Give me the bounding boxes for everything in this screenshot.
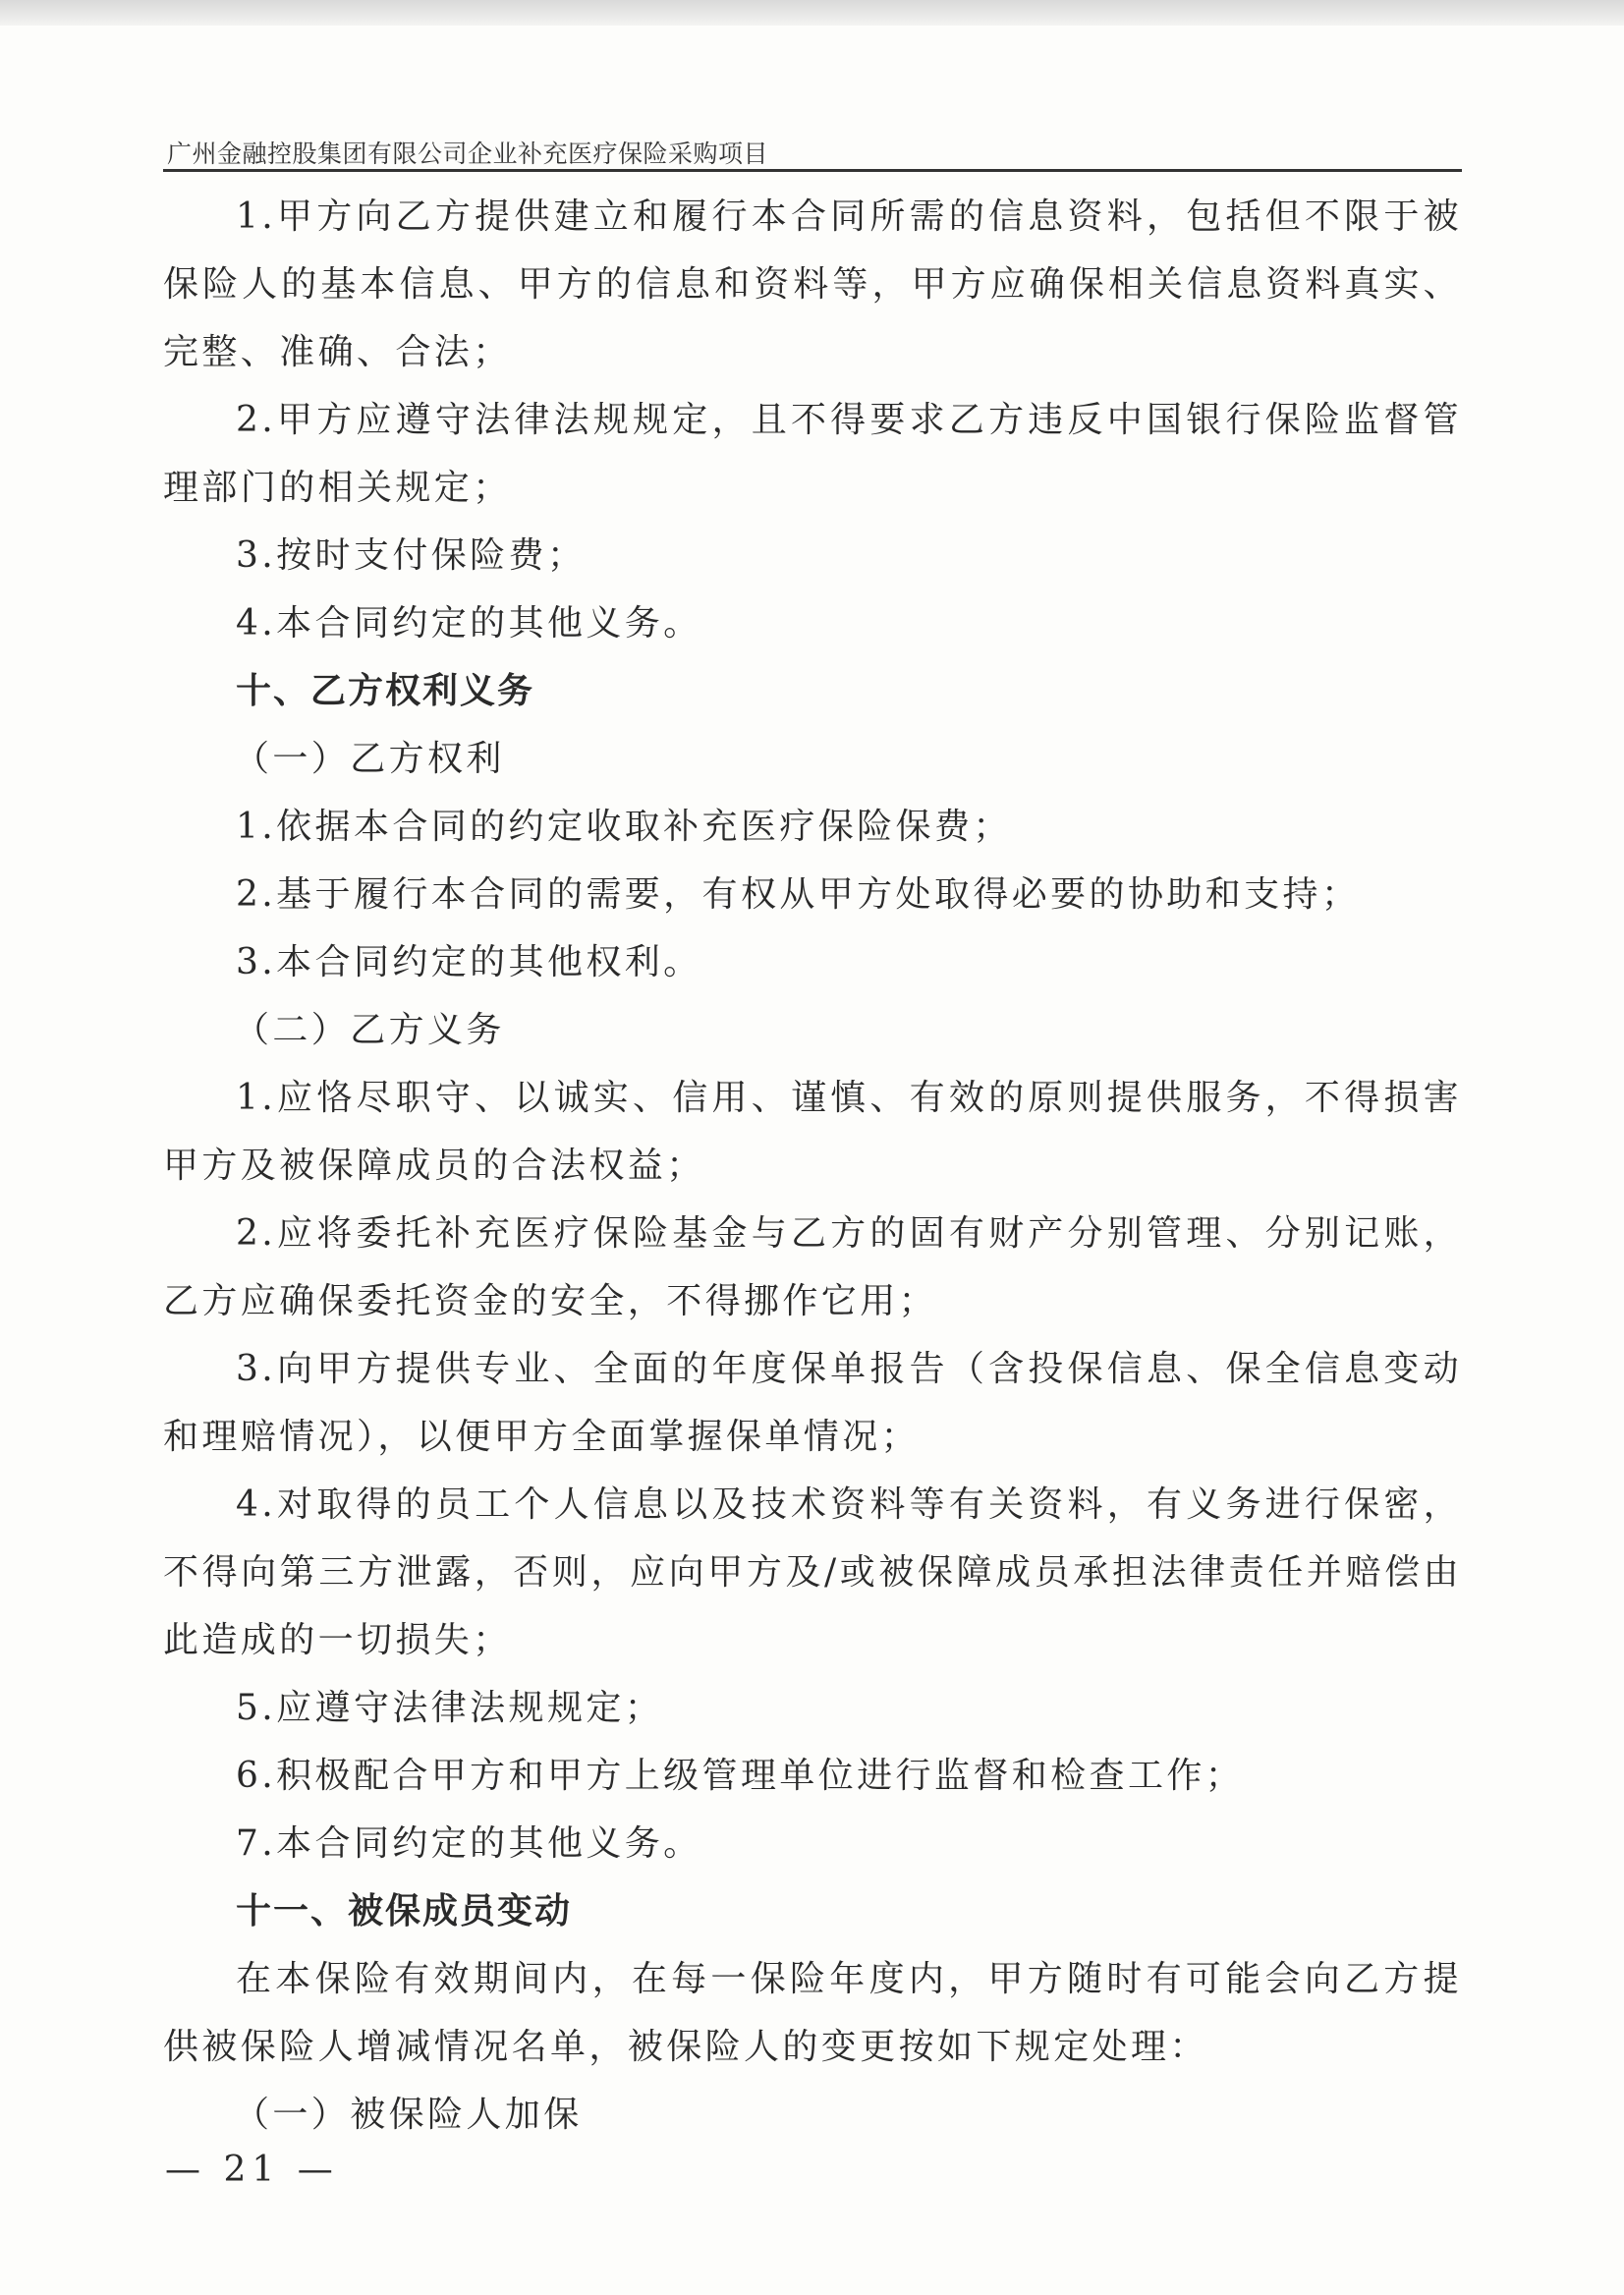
paragraph-obligation-5: 5.应遵守法律法规规定； [236, 1688, 664, 1728]
document-body [163, 183, 1462, 2149]
paragraph-party-a-compliance: 2.甲方应遵守法律法规规定，且不得要求乙方违反中国银行保险监督管理部门的相关规定； [163, 400, 1462, 508]
scan-top-edge [0, 0, 1624, 26]
paragraph-right-3: 3.本合同约定的其他权利。 [236, 942, 702, 982]
page-number: — 21 — [165, 2150, 339, 2190]
paragraph-right-1: 1.依据本合同的约定收取补充医疗保险保费； [236, 807, 1012, 847]
paragraph-obligation-6: 6.积极配合甲方和甲方上级管理单位进行监督和检查工作； [236, 1756, 1245, 1796]
section-heading-11: 十一、被保成员变动 [236, 1891, 573, 1931]
paragraph-obligation-1: 1.应恪尽职守、以诚实、信用、谨慎、有效的原则提供服务，不得损害甲方及被保障成员的合法权益； [163, 1078, 1462, 1186]
paragraph-party-a-other: 4.本合同约定的其他义务。 [236, 603, 702, 644]
paragraph-right-2: 2.基于履行本合同的需要，有权从甲方处取得必要的协助和支持； [236, 874, 1361, 915]
subsection-heading-obligations: （二）乙方义务 [234, 1010, 505, 1050]
paragraph-member-change: 在本保险有效期间内，在每一保险年度内，甲方随时有可能会向乙方提供被保险人增减情况名单，被保险人的变更按如下规定处理： [163, 1959, 1462, 2067]
paragraph-obligation-3: 3.向甲方提供专业、全面的年度保单报告（含投保信息、保全信息变动和理赔情况），以便甲方全面掌握保单情况； [163, 1349, 1462, 1457]
header-divider [163, 169, 1462, 172]
section-heading-10: 十、乙方权利义务 [236, 671, 535, 711]
paragraph-obligation-7: 7.本合同约定的其他义务。 [236, 1823, 702, 1864]
paragraph-party-a-info: 1.甲方向乙方提供建立和履行本合同所需的信息资料，包括但不限于被保险人的基本信息、甲方的信息和资料等，甲方应确保相关信息资料真实、完整、准确、合法； [163, 196, 1462, 372]
subsection-heading-rights: （一）乙方权利 [234, 739, 505, 779]
paragraph-party-a-payment: 3.按时支付保险费； [236, 535, 587, 576]
paragraph-obligation-2: 2.应将委托补充医疗保险基金与乙方的固有财产分别管理、分别记账，乙方应确保委托资金的安全，不得挪作它用； [163, 1213, 1462, 1321]
subsection-heading-add-insured: （一）被保险人加保 [234, 2095, 583, 2135]
document-header-title: 广州金融控股集团有限公司企业补充医疗保险采购项目 [167, 140, 769, 168]
paragraph-obligation-4: 4.对取得的员工个人信息以及技术资料等有关资料，有义务进行保密，不得向第三方泄露，否则，应向甲方及/或被保障成员承担法律责任并赔偿由此造成的一切损失； [163, 1484, 1462, 1660]
